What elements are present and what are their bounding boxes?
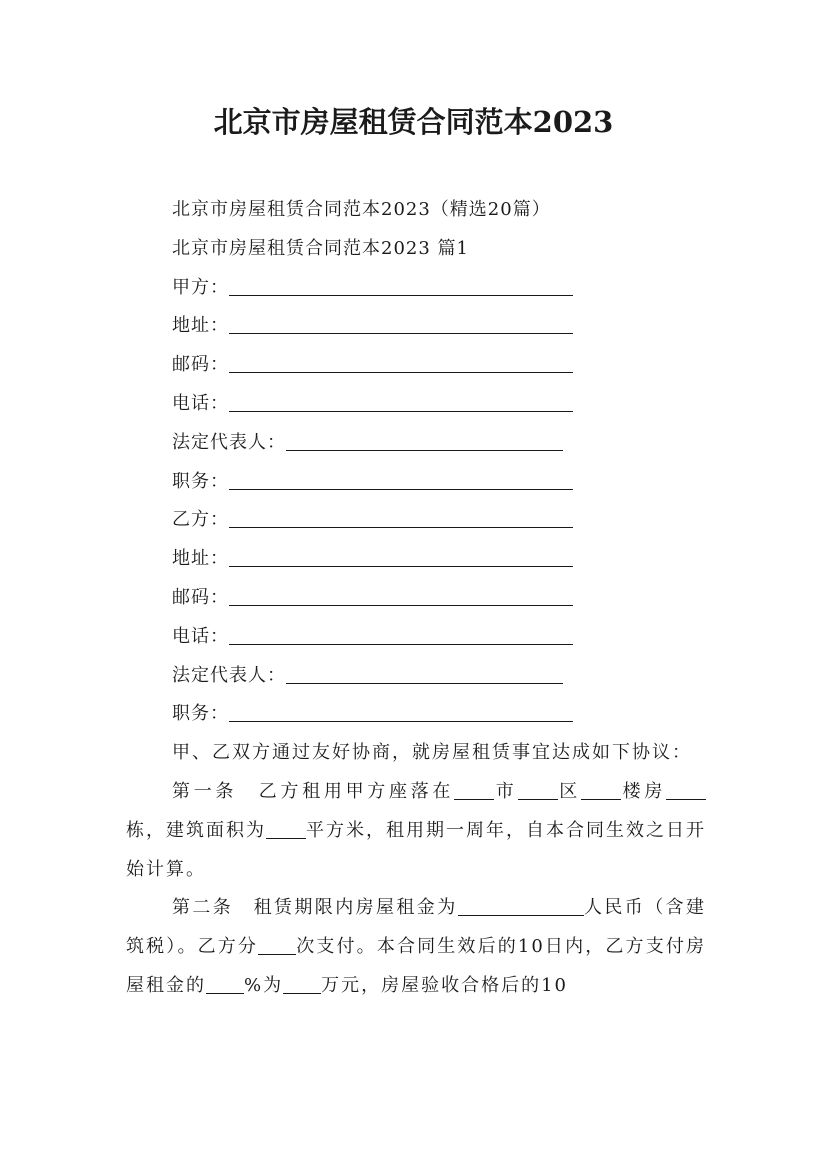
party-a-postcode-row [126, 346, 706, 385]
article-1-text: 第一条 乙方租用甲方座落在 [172, 780, 455, 802]
field-label: 甲方： [172, 276, 229, 298]
field-label: 邮码： [172, 586, 229, 608]
party-b-name-row [126, 501, 706, 540]
unit-blank[interactable] [666, 781, 706, 800]
article-2-text: 次支付。本合同生效后的10日内，乙方支付房屋租金的 [126, 936, 706, 996]
district-blank[interactable] [518, 781, 558, 800]
article-2-text: 万元，房屋验收合格后的10 [321, 974, 569, 996]
installments-blank[interactable] [258, 936, 296, 955]
party-a-legal-rep-row [126, 424, 706, 463]
article-2-text: 第二条 租赁期限内房屋租金为 [172, 897, 458, 919]
field-label: 地址： [172, 315, 229, 337]
party-a-name-field[interactable] [229, 277, 573, 296]
document-subtitle: 北京市房屋租赁合同范本2023（精选20篇） [172, 199, 551, 220]
party-b-address-field[interactable] [229, 548, 573, 567]
party-b-legal-rep-field[interactable] [286, 665, 563, 684]
party-a-position-field[interactable] [229, 471, 573, 490]
field-label: 法定代表人： [172, 664, 286, 686]
party-b-phone-row [126, 618, 706, 657]
party-a-name-row [126, 269, 706, 308]
city-blank[interactable] [454, 781, 494, 800]
party-a-phone-field[interactable] [229, 393, 573, 412]
party-b-name-field[interactable] [229, 509, 573, 528]
party-a-legal-rep-field[interactable] [286, 432, 563, 451]
intro-paragraph: 甲、乙双方通过友好协商，就房屋租赁事宜达成如下协议： [172, 742, 692, 764]
article-1-text: 栋，建筑面积为 [126, 819, 266, 841]
field-label: 职务： [172, 470, 229, 492]
party-b-legal-rep-row [126, 657, 706, 696]
article-1-text: 平方米，租用期一周年，自本合同生效之日开始计算。 [126, 819, 706, 880]
amount-blank[interactable] [283, 975, 321, 994]
field-label: 乙方： [172, 509, 229, 531]
building-blank[interactable] [581, 781, 621, 800]
area-blank[interactable] [266, 820, 306, 839]
page-title: 北京市房屋租赁合同范本2023 [213, 105, 614, 139]
party-b-position-row [126, 695, 706, 734]
party-a-address-field[interactable] [229, 315, 573, 334]
article-2-paragraph [126, 889, 706, 1005]
party-b-postcode-field[interactable] [229, 587, 573, 606]
field-label: 电话： [172, 392, 229, 414]
party-b-address-row [126, 540, 706, 579]
field-label: 法定代表人： [172, 431, 286, 453]
article-1-text: 市 [494, 780, 518, 802]
party-a-position-row [126, 463, 706, 502]
article-2-text: 人民币（含建筑税）。乙方分 [126, 897, 707, 958]
chapter-heading: 北京市房屋租赁合同范本2023 篇1 [172, 237, 469, 259]
document-body [126, 191, 706, 1006]
party-b-postcode-row [126, 579, 706, 618]
rent-amount-blank[interactable] [458, 897, 584, 916]
field-label: 地址： [172, 548, 229, 570]
party-a-postcode-field[interactable] [229, 354, 573, 373]
article-2-text: %为 [244, 974, 284, 996]
field-label: 邮码： [172, 354, 229, 376]
article-1-paragraph [126, 773, 706, 889]
article-1-text: 楼房 [620, 780, 667, 802]
article-1-text: 区 [557, 780, 581, 802]
party-b-phone-field[interactable] [229, 626, 573, 645]
party-a-phone-row [126, 385, 706, 424]
field-label: 电话： [172, 625, 229, 647]
percent-blank[interactable] [206, 975, 244, 994]
party-a-address-row [126, 307, 706, 346]
party-b-position-field[interactable] [229, 703, 573, 722]
field-label: 职务： [172, 703, 229, 725]
